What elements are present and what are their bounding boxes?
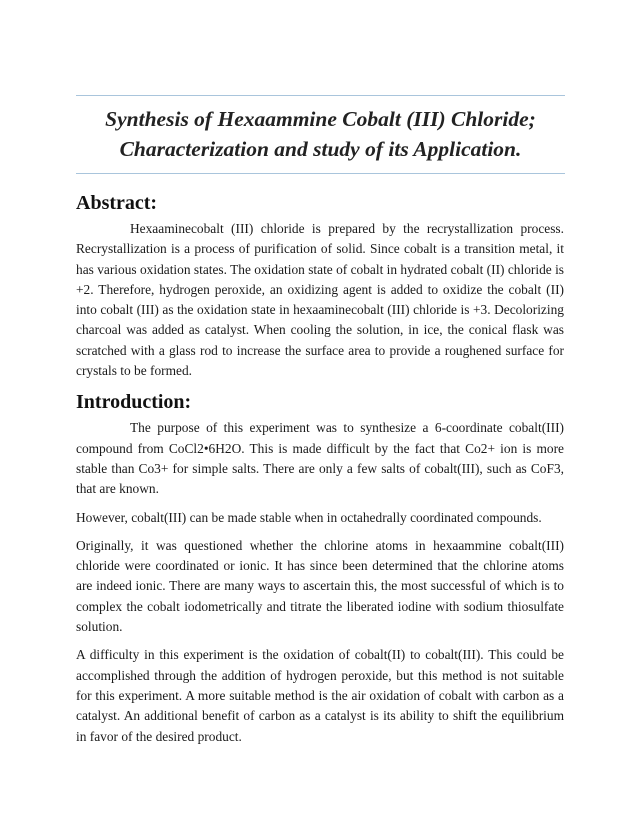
abstract-heading: Abstract: xyxy=(76,192,158,214)
title-top-rule xyxy=(76,95,565,96)
title-line-1: Synthesis of Hexaammine Cobalt (III) Chloride; xyxy=(105,107,536,131)
title-bottom-rule xyxy=(76,173,565,174)
abstract-section xyxy=(76,190,564,381)
introduction-paragraph-3: Originally, it was questioned whether the chlorine atoms in hexaammine cobalt(III) chloride were coordinated or ionic. It has since been determined that the chlorine atoms are indeed ionic. There are many ways to ascertain this, the most successful of which is to complex the cobalt iodometrically and titrate the liberated iodine with sodium thiosulfate solution. xyxy=(76,537,564,635)
introduction-paragraph-1: The purpose of this experiment was to synthesize a 6-coordinate cobalt(III) compound from CoCl2•6H2O. This is made difficult by the fact that Co2+ ion is more stable than Co3+ for simple salts. There are only a few salts of cobalt(III), such as CoF3, that are known. xyxy=(76,420,564,497)
title-line-2: Characterization and study of its Application. xyxy=(119,137,522,161)
document-body xyxy=(76,190,564,747)
introduction-heading: Introduction: xyxy=(76,391,192,414)
introduction-paragraph-2: However, cobalt(III) can be made stable when in octahedrally coordinated compounds. xyxy=(76,509,542,525)
introduction-paragraph-4: A difficulty in this experiment is the oxidation of cobalt(II) to cobalt(III). This could be accomplished through the addition of hydrogen peroxide, but this method is not suitable for this experiment. A more suitable method is the air oxidation of cobalt with carbon as a catalyst. An additional benefit of carbon as a catalyst is its ability to shift the equilibrium in favor of the desired product. xyxy=(76,647,564,744)
document-title xyxy=(76,104,565,164)
introduction-section xyxy=(76,389,564,746)
abstract-paragraph: Hexaaminecobalt (III) chloride is prepared by the recrystallization process. Recrystallization is a process of purification of solid. Since cobalt is a transition metal, it has various oxidation states. The oxidation state of cobalt in hydrated cobalt (II) chloride is +2. Therefore, hydrogen peroxide, an oxidizing agent is added to oxidize the cobalt (II) into cobalt (III) as the oxidation state in hexaaminecobalt (III) chloride is +3. Decolorizing charcoal was added as catalyst. When cooling the solution, in ice, the conical flask was scratched with a glass rod to increase the surface area to provide a roughened surface for crystals to be formed. xyxy=(76,221,565,379)
